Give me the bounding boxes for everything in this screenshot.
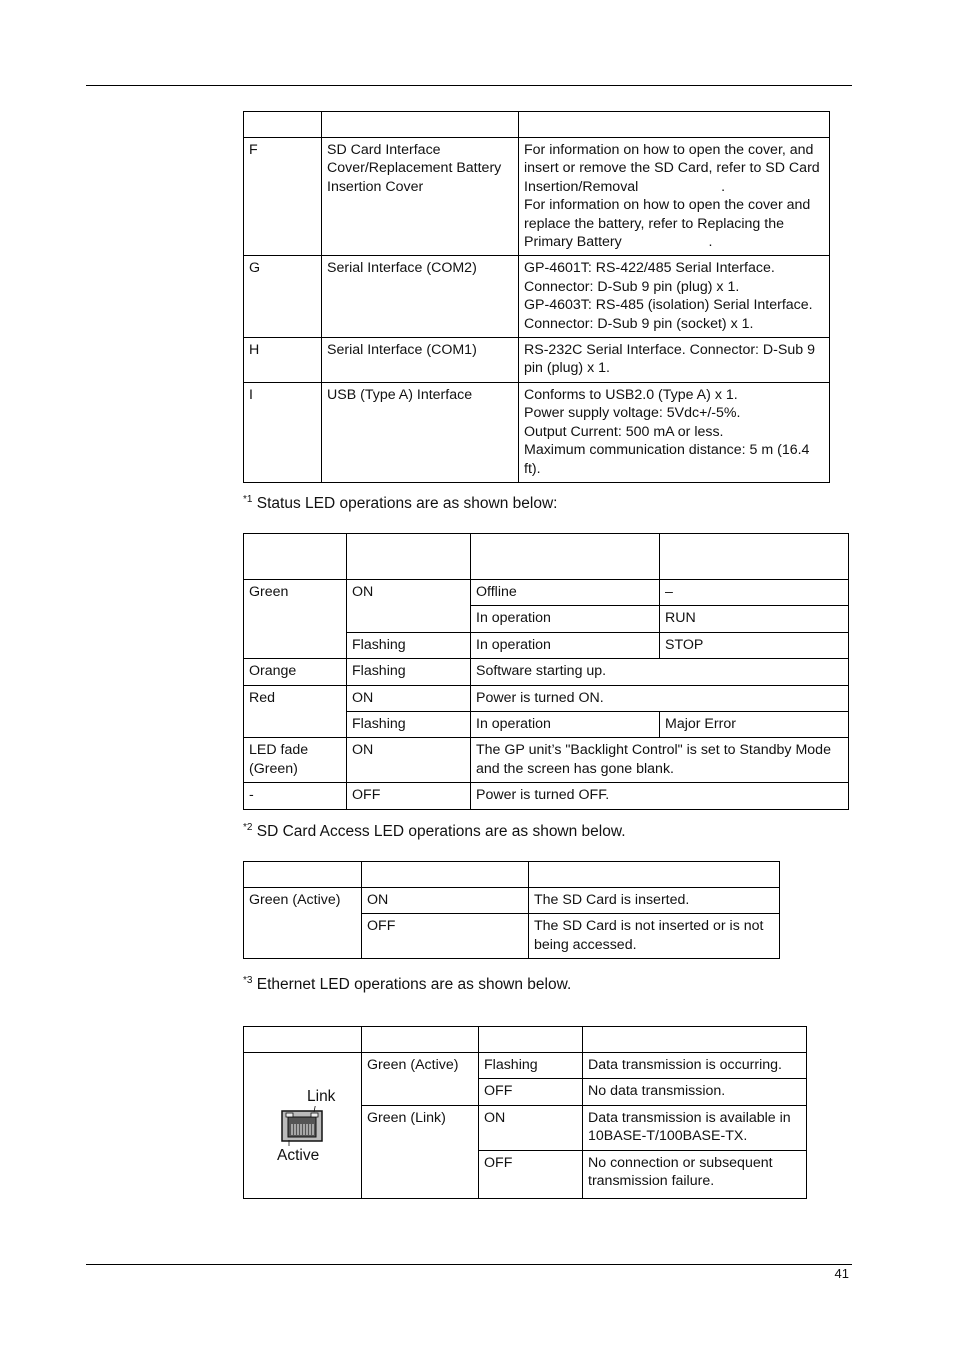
header-cell bbox=[583, 1027, 807, 1053]
table-header-row bbox=[244, 112, 830, 138]
led-color: Green (Active) bbox=[362, 1053, 479, 1106]
led-color: Red bbox=[244, 685, 347, 738]
led-color: Green (Active) bbox=[244, 888, 362, 959]
header-cell bbox=[244, 534, 347, 580]
led-state: ON bbox=[347, 738, 471, 783]
led-state: Flashing bbox=[347, 659, 471, 685]
table-row bbox=[244, 738, 849, 783]
table-header-row bbox=[244, 862, 780, 888]
table-row bbox=[244, 888, 780, 914]
led-color: - bbox=[244, 783, 347, 809]
row-description: For information on how to open the cover, and insert or remove the SD Card, refer to SD Card Insertion/Removal . For information on how to open the cover and replace the battery, refer to Replacing the Primary Battery . bbox=[519, 138, 830, 256]
led-state: Flashing bbox=[347, 632, 471, 658]
table-row bbox=[244, 383, 830, 483]
ethernet-led-table bbox=[243, 1026, 807, 1199]
gp-status: In operation bbox=[471, 632, 660, 658]
led-description: Data transmission is available in 10BASE-T/100BASE-TX. bbox=[583, 1105, 807, 1150]
table-header-row bbox=[244, 1027, 807, 1053]
row-id: H bbox=[244, 338, 322, 383]
table-row bbox=[244, 1053, 807, 1079]
led-color: Green (Link) bbox=[362, 1105, 479, 1198]
gp-status: Power is turned ON. bbox=[471, 685, 849, 711]
table-row bbox=[244, 659, 849, 685]
sd-led-note bbox=[243, 822, 626, 841]
note-text: SD Card Access LED operations are as shown below. bbox=[252, 823, 626, 840]
header-cell bbox=[660, 534, 849, 580]
footnote-mark: *2 bbox=[243, 822, 253, 833]
table-row bbox=[244, 138, 830, 256]
link-label: Link bbox=[307, 1087, 336, 1105]
row-name: SD Card Interface Cover/Replacement Battery Insertion Cover bbox=[322, 138, 519, 256]
row-name: USB (Type A) Interface bbox=[322, 383, 519, 483]
header-cell bbox=[362, 862, 529, 888]
note-text: Ethernet LED operations are as shown below. bbox=[252, 976, 572, 993]
table-row bbox=[244, 580, 849, 606]
status-led-table bbox=[243, 533, 849, 810]
led-state: ON bbox=[347, 685, 471, 711]
header-cell bbox=[471, 534, 660, 580]
led-state: Flashing bbox=[479, 1053, 583, 1079]
logic-status: RUN bbox=[660, 606, 849, 632]
rj45-illustration-cell bbox=[244, 1053, 362, 1199]
rj45-illustration bbox=[249, 1070, 356, 1180]
table-row bbox=[244, 685, 849, 711]
ethernet-led-note bbox=[243, 975, 571, 994]
header-cell bbox=[244, 112, 322, 138]
led-description: No data transmission. bbox=[583, 1079, 807, 1105]
row-id: I bbox=[244, 383, 322, 483]
ethernet-port-icon bbox=[277, 1106, 329, 1146]
led-color: Green bbox=[244, 580, 347, 659]
table-header-row bbox=[244, 534, 849, 580]
led-state: Flashing bbox=[347, 712, 471, 738]
header-cell bbox=[244, 1027, 362, 1053]
table-row bbox=[244, 338, 830, 383]
status-led-note bbox=[243, 494, 557, 513]
logic-status: – bbox=[660, 580, 849, 606]
header-cell bbox=[244, 862, 362, 888]
row-name: Serial Interface (COM2) bbox=[322, 256, 519, 338]
header-cell bbox=[347, 534, 471, 580]
gp-status: Power is turned OFF. bbox=[471, 783, 849, 809]
footnote-mark: *1 bbox=[243, 494, 253, 505]
gp-status: Software starting up. bbox=[471, 659, 849, 685]
table-row bbox=[244, 783, 849, 809]
logic-status: Major Error bbox=[660, 712, 849, 738]
note-text: Status LED operations are as shown below: bbox=[252, 495, 558, 512]
row-description: Conforms to USB2.0 (Type A) x 1. Power supply voltage: 5Vdc+/-5%. Output Current: 500 mA or less. Maximum communication distance: 5 m (16.4 ft). bbox=[519, 383, 830, 483]
led-state: OFF bbox=[362, 914, 529, 959]
led-description: The SD Card is not inserted or is not being accessed. bbox=[529, 914, 780, 959]
active-label: Active bbox=[277, 1146, 320, 1164]
header-cell bbox=[479, 1027, 583, 1053]
sd-led-table bbox=[243, 861, 780, 959]
row-description: RS-232C Serial Interface. Connector: D-Sub 9 pin (plug) x 1. bbox=[519, 338, 830, 383]
row-id: F bbox=[244, 138, 322, 256]
header-cell bbox=[322, 112, 519, 138]
interface-table bbox=[243, 111, 830, 483]
bottom-rule bbox=[86, 1264, 852, 1265]
led-description: No connection or subsequent transmission failure. bbox=[583, 1150, 807, 1198]
page-number: 41 bbox=[834, 1266, 849, 1281]
header-cell bbox=[362, 1027, 479, 1053]
gp-status: The GP unit’s "Backlight Control" is set to Standby Mode and the screen has gone blank. bbox=[471, 738, 849, 783]
led-state: ON bbox=[347, 580, 471, 633]
led-state: ON bbox=[362, 888, 529, 914]
led-state: OFF bbox=[479, 1079, 583, 1105]
row-description: GP-4601T: RS-422/485 Serial Interface. Connector: D-Sub 9 pin (plug) x 1. GP-4603T: RS-485 (isolation) Serial Interface. Connector: D-Sub 9 pin (socket) x 1. bbox=[519, 256, 830, 338]
table-row bbox=[244, 256, 830, 338]
led-state: OFF bbox=[347, 783, 471, 809]
gp-status: In operation bbox=[471, 606, 660, 632]
top-rule bbox=[86, 85, 852, 86]
gp-status: In operation bbox=[471, 712, 660, 738]
gp-status: Offline bbox=[471, 580, 660, 606]
header-cell bbox=[519, 112, 830, 138]
row-id: G bbox=[244, 256, 322, 338]
led-color: Orange bbox=[244, 659, 347, 685]
led-color: LED fade (Green) bbox=[244, 738, 347, 783]
led-description: The SD Card is inserted. bbox=[529, 888, 780, 914]
logic-status: STOP bbox=[660, 632, 849, 658]
led-state: OFF bbox=[479, 1150, 583, 1198]
footnote-mark: *3 bbox=[243, 975, 253, 986]
led-state: ON bbox=[479, 1105, 583, 1150]
row-name: Serial Interface (COM1) bbox=[322, 338, 519, 383]
led-description: Data transmission is occurring. bbox=[583, 1053, 807, 1079]
header-cell bbox=[529, 862, 780, 888]
